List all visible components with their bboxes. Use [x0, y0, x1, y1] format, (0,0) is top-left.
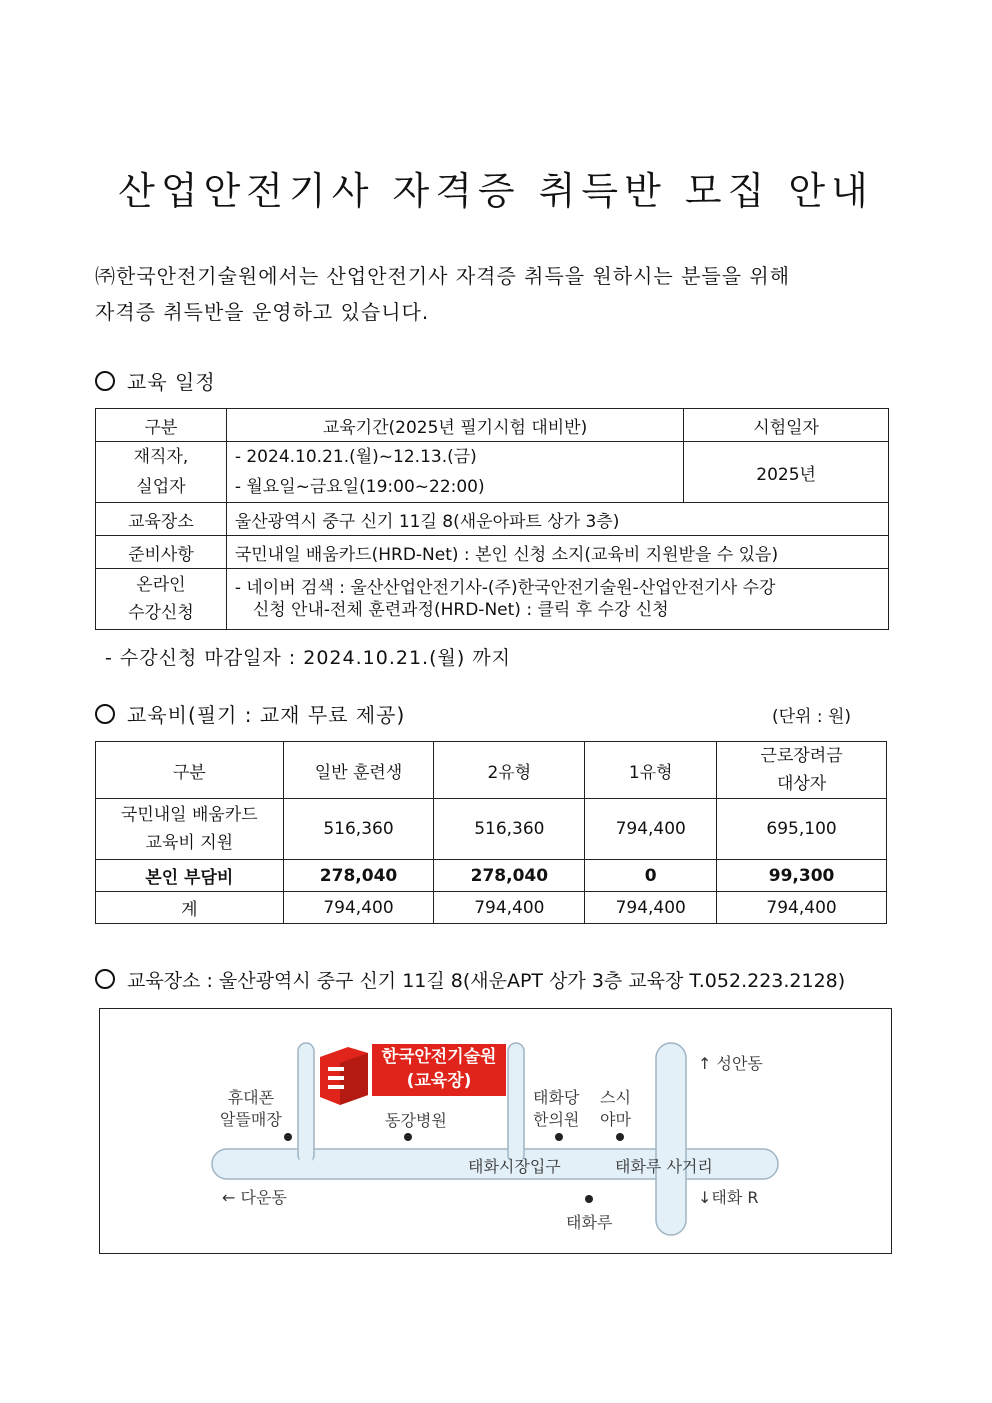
header-cell: 교육기간(2025년 필기시험 대비반) [226, 409, 683, 442]
phone-shop-label: 휴대폰 알뜰매장 [220, 1088, 282, 1129]
table-row [96, 536, 889, 569]
fee-cell: 794,400 [717, 892, 887, 924]
fee-cell: 794,400 [585, 799, 717, 860]
header-cell: 시험일자 [684, 409, 889, 442]
road-junction [300, 1151, 313, 1178]
table-row [96, 503, 889, 536]
fee-cell: 794,400 [434, 892, 585, 924]
south-label: ↓태화 R [698, 1188, 759, 1207]
taehwaru-label: 태화루 [566, 1213, 613, 1232]
brand-label: 한국안전기술원 (교육장) [381, 1047, 497, 1091]
exam-date-cell: 2025년 [684, 442, 889, 503]
north-label: ↑ 성안동 [698, 1054, 763, 1073]
intro-line-1: ㈜한국안전기술원에서는 산업안전기사 자격증 취득을 원하시는 분들을 위해 [95, 264, 791, 288]
taehwaru-marker [585, 1195, 593, 1203]
header-cell: 1유형 [585, 742, 717, 799]
table-row [96, 892, 887, 924]
table-row [96, 569, 889, 630]
fees-table [95, 741, 887, 924]
table-row [96, 799, 887, 860]
place-label: 교육장소 [96, 503, 227, 536]
row-label: 계 [96, 892, 284, 924]
schedule-heading: 교육 일정 [95, 366, 216, 395]
online-label: 온라인 수강신청 [96, 569, 227, 630]
fee-cell: 794,400 [283, 892, 434, 924]
fees-heading: 교육비(필기 : 교재 무료 제공) [95, 699, 405, 728]
table-row [96, 860, 887, 892]
crossroad-label: 태화루 사거리 [615, 1157, 713, 1176]
intro-paragraph [95, 258, 790, 330]
header-cell: 구분 [96, 409, 227, 442]
arrow-up-icon: ↑ [698, 1054, 712, 1073]
clinic-marker [555, 1133, 563, 1141]
fee-cell: 794,400 [585, 892, 717, 924]
row-label: 본인 부담비 [96, 860, 284, 892]
fee-cell: 695,100 [717, 799, 887, 860]
sushi-marker [616, 1133, 624, 1141]
row-label: 국민내일 배움카드 교육비 지원 [96, 799, 284, 860]
middle-road [508, 1043, 524, 1163]
sushi-label: 스시 야마 [600, 1088, 631, 1129]
intro-line-2: 자격증 취득반을 운영하고 있습니다. [95, 300, 430, 324]
arrow-left-icon: ← [222, 1188, 236, 1207]
location-map [99, 1008, 892, 1254]
fee-cell: 0 [585, 860, 717, 892]
circle-bullet-icon [95, 704, 115, 724]
fee-cell: 516,360 [283, 799, 434, 860]
circle-bullet-icon [95, 969, 115, 989]
table-row [96, 442, 889, 503]
location-heading: 교육장소 : 울산광역시 중구 신기 11길 8(새운APT 상가 3층 교육장 T.052.223.2128) [95, 966, 845, 993]
page-title: 산업안전기사 자격증 취득반 모집 안내 [118, 169, 874, 213]
unit-note: (단위 : 원) [772, 707, 852, 727]
hospital-marker [404, 1133, 412, 1141]
market-label: 태화시장입구 [468, 1157, 561, 1176]
left-road [298, 1043, 314, 1163]
fee-cell: 278,040 [434, 860, 585, 892]
prep-value: 국민내일 배움카드(HRD-Net) : 본인 신청 소지(교육비 지원받을 수 있음) [226, 536, 888, 569]
header-cell: 일반 훈련생 [283, 742, 434, 799]
header-cell: 2유형 [434, 742, 585, 799]
prep-label: 준비사항 [96, 536, 227, 569]
fee-cell: 278,040 [283, 860, 434, 892]
table-row [96, 742, 887, 799]
period-cell: - 2024.10.21.(월)~12.13.(금) - 월요일~금요일(19:00~22:00) [226, 442, 683, 503]
table-row [96, 409, 889, 442]
right-road [656, 1043, 686, 1235]
online-value: - 네이버 검색 : 울산산업안전기사-(주)한국안전기술원-산업안전기사 수강 신청 안내-전체 훈련과정(HRD-Net) : 클릭 후 수강 신청 [226, 569, 888, 630]
fee-cell: 516,360 [434, 799, 585, 860]
header-cell: 구분 [96, 742, 284, 799]
arrow-down-icon: ↓ [698, 1188, 712, 1207]
target-cell: 재직자, 실업자 [96, 442, 227, 503]
west-label: ← 다운동 [222, 1188, 287, 1207]
header-cell: 근로장려금 대상자 [717, 742, 887, 799]
phone-shop-marker [284, 1133, 292, 1141]
circle-bullet-icon [95, 371, 115, 391]
hospital-label: 동강병원 [385, 1111, 447, 1130]
place-value: 울산광역시 중구 신기 11길 8(새운아파트 상가 3층) [226, 503, 888, 536]
schedule-table [95, 408, 889, 630]
building-icon [320, 1047, 368, 1105]
deadline-note: - 수강신청 마감일자 : 2024.10.21.(월) 까지 [105, 647, 512, 669]
clinic-label: 태화당 한의원 [533, 1088, 580, 1129]
fee-cell: 99,300 [717, 860, 887, 892]
